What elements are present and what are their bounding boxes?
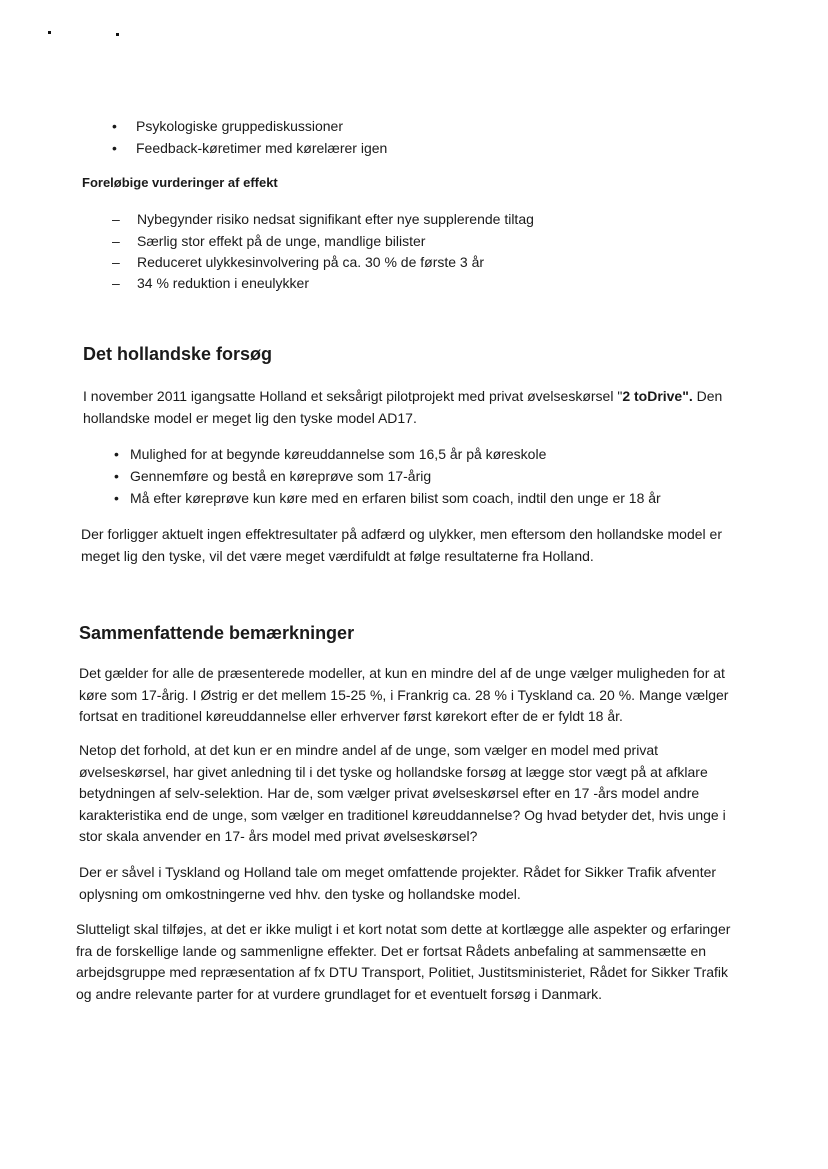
paragraph-line: Det gælder for alle de præsenterede modeller, at kun en mindre del af de unge vælger muligheden for at [79,665,725,681]
list-item-text: 34 % reduktion i eneulykker [137,275,309,291]
paragraph-line: Der er såvel i Tyskland og Holland tale om meget omfattende projekter. Rådet for Sikker Trafik afventer [79,864,717,880]
bullet-marker: • [112,118,117,134]
intro-text-end: Den [692,388,723,404]
list-item-text: Nybegynder risiko nedsat signifikant efter nye supplerende tiltag [137,211,534,227]
dash-marker: – [112,275,120,291]
summary-paragraph-1 [79,663,728,728]
bullet-marker: • [114,490,119,506]
summary-paragraph-2 [79,740,726,848]
scan-speck [48,31,51,34]
bullet-marker: • [112,140,117,156]
list-item-text: Gennemføre og bestå en køreprøve som 17-årig [130,468,432,484]
dash-marker: – [112,254,120,270]
paragraph-line: oplysning om omkostningerne ved hhv. den tyske og hollandske model. [79,885,521,902]
bullet-marker: • [114,446,119,462]
intro-line [83,386,722,408]
paragraph-line: og andre relevante parter for at vurdere grundlaget for et eventuelt forsøg i Danmark. [76,985,603,1002]
summary-heading: Sammenfattende bemærkninger [79,623,355,643]
paragraph-line: Slutteligt skal tilføjes, at det er ikke muligt i et kort notat som dette at kortlægge alle aspekter og erfaringer [76,921,731,937]
bullet-marker: • [114,468,119,484]
effect-subheading: Foreløbige vurderinger af effekt [82,175,278,190]
paragraph-line: Der forligger aktuelt ingen effektresultater på adfærd og ulykker, men eftersom den hollandske model er [81,526,722,542]
paragraph-line: karakteristika end de unge, som vælger en traditionel køreuddannelse? Og hvad betyder det, hvis unge i [79,806,726,823]
list-item-text: Reduceret ulykkesinvolvering på ca. 30 % de første 3 år [137,254,485,270]
dash-marker: – [112,233,120,249]
list-item-text: Feedback-køretimer med kørelærer igen [136,140,388,156]
dutch-intro [83,386,722,429]
paragraph-line: meget lig den tyske, vil det være meget værdifuldt at følge resultaterne fra Holland. [81,547,594,564]
dutch-result-paragraph [81,524,722,567]
paragraph-line: øvelseskørsel, har givet anledning til i det tyske og hollandske forsøg at lægge stor vægt på at afklare [79,763,708,780]
paragraph-line: køre som 17-årig. I Østrig er det mellem 15-25 %, i Frankrig ca. 28 % i Tyskland ca. 20 %. Mange vælger [79,686,729,703]
list-item-text: Må efter køreprøve kun køre med en erfaren bilist som coach, indtil den unge er 18 år [130,490,661,506]
paragraph-line: fra de forskellige lande og sammenligne effekter. Det er fortsat Rådets anbefaling at sammensætte en [76,942,707,959]
paragraph-line: arbejdsgruppe med repræsentation af fx DTU Transport, Politiet, Justitsministeriet, Rådet for Sikker Trafik [76,964,729,980]
dutch-heading: Det hollandske forsøg [83,344,273,364]
paragraph-line: stor skala anvender en 17- års model med privat øvelseskørsel? [79,828,478,844]
list-item-text: Særlig stor effekt på de unge, mandlige bilister [137,233,426,249]
paragraph-line: betydningen af selv-selektion. Har de, som vælger privat øvelseskørsel efter en 17 -års model andre [79,785,700,801]
summary-paragraph-4 [76,919,730,1005]
intro-text: I november 2011 igangsatte Holland et seksårigt pilotprojekt med privat øvelseskørsel " [83,388,623,404]
scan-speck [116,33,119,36]
list-item-text: Mulighed for at begynde køreuddannelse som 16,5 år på køreskole [130,446,547,462]
list-item-text: Psykologiske gruppediskussioner [136,118,343,134]
summary-paragraph-3 [79,862,716,905]
intro-line: hollandske model er meget lig den tyske model AD17. [83,409,417,426]
program-name: 2 toDrive". [622,388,693,404]
paragraph-line: fortsat en traditionel køreuddannelse eller erhverver først kørekort efter de er fyldt 18 år. [79,708,623,724]
paragraph-line: Netop det forhold, at det kun er en mindre andel af de unge, som vælger en model med privat [79,742,659,758]
dash-marker: – [112,211,120,227]
